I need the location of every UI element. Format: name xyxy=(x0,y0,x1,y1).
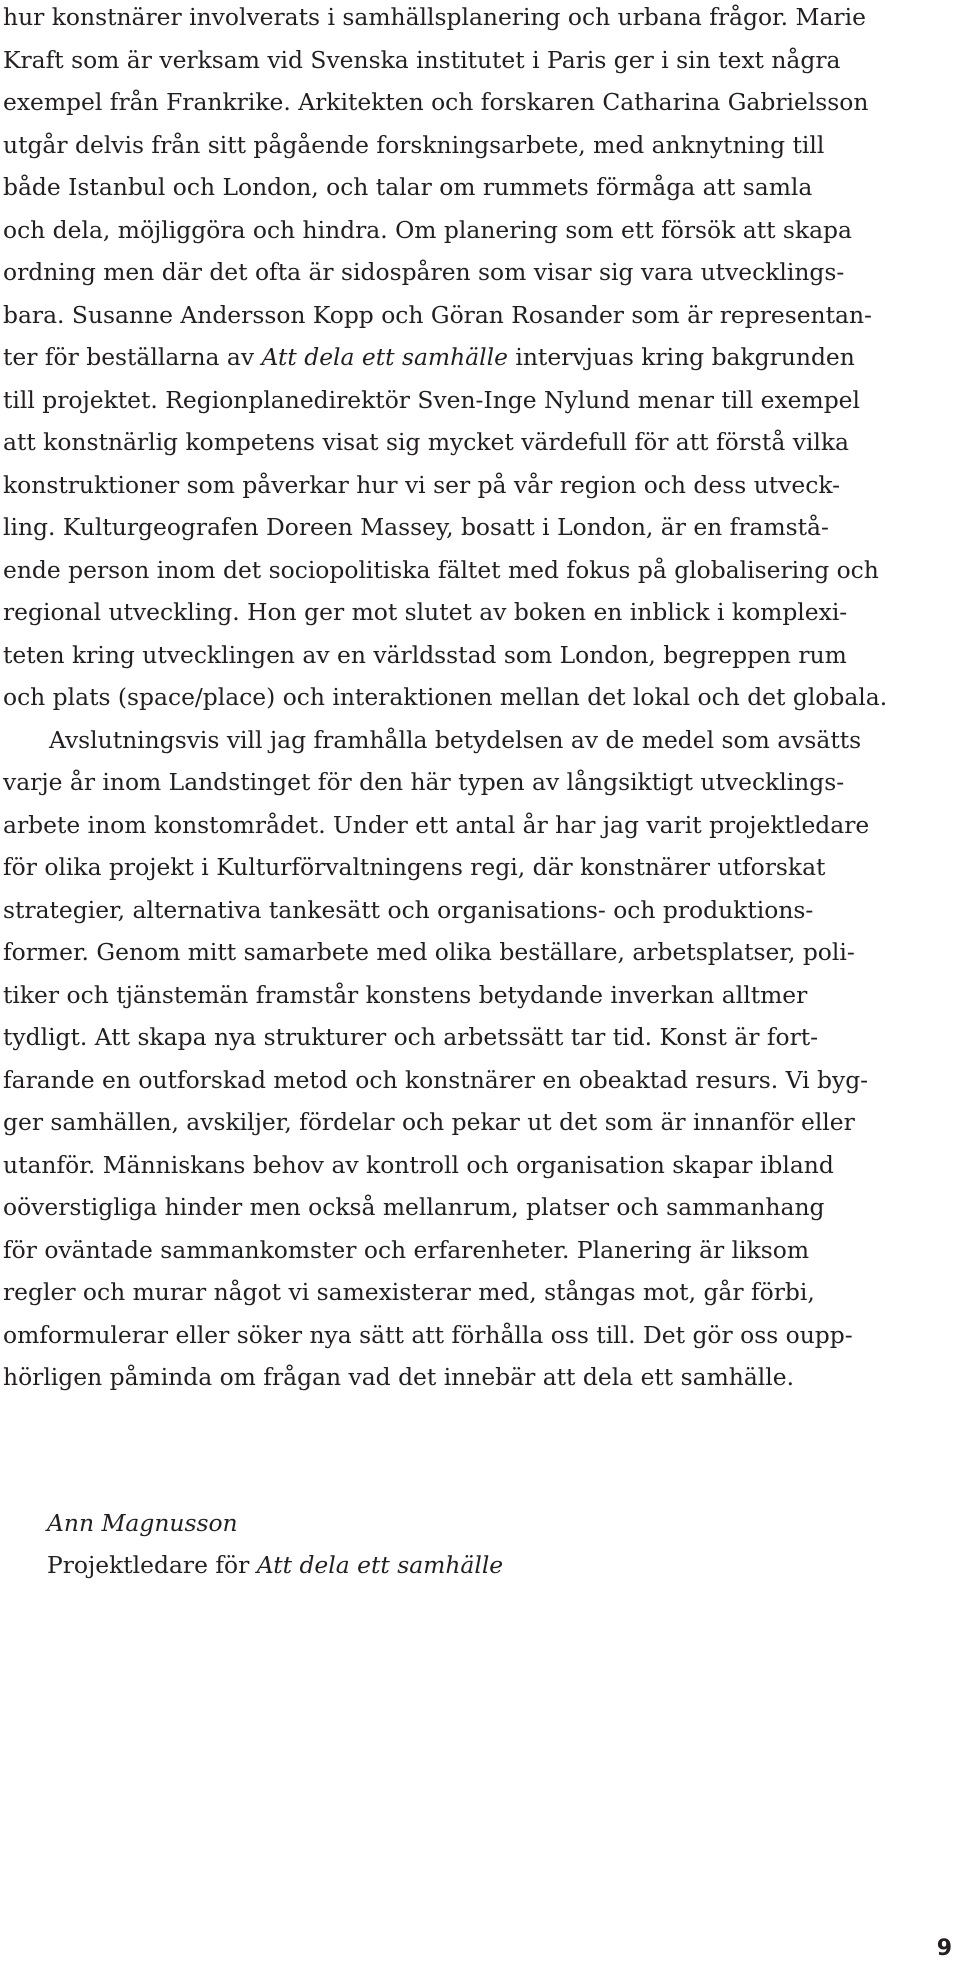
text-line: utanför. Människans behov av kontroll och organisation skapar ibland xyxy=(3,1150,834,1179)
text-line: utgår delvis från sitt pågående forskningsarbete, med anknytning till xyxy=(3,130,825,159)
text-line: ende person inom det sociopolitiska fältet med fokus på globalisering och xyxy=(3,555,879,584)
text-line: ger samhällen, avskiljer, fördelar och pekar ut det som är innanför eller xyxy=(3,1108,855,1136)
text-line: oöverstigliga hinder men också mellanrum, platser och sammanhang xyxy=(3,1193,825,1221)
text-line: teten kring utvecklingen av en världsstad som London, begreppen rum xyxy=(3,640,847,669)
author-role-prefix: Projektledare för xyxy=(47,1551,257,1579)
text-line: varje år inom Landstinget för den här typen av långsiktigt utvecklings- xyxy=(3,768,845,796)
page-number: 9 xyxy=(936,1936,952,1961)
text-line: omformulerar eller söker nya sätt att förhålla oss till. Det gör oss oupp- xyxy=(3,1320,853,1349)
author-name xyxy=(47,1502,503,1544)
text-line: strategier, alternativa tankesätt och organisations- och produktions- xyxy=(3,895,814,924)
text-line: för oväntade sammankomster och erfarenheter. Planering är liksom xyxy=(3,1235,810,1264)
text-line: farande en outforskad metod och konstnärer en obeaktad resurs. Vi byg- xyxy=(3,1065,869,1094)
text-line: arbete inom konstområdet. Under ett antal år har jag varit projektledare xyxy=(3,810,870,839)
text-segment: ter för beställarna av xyxy=(3,343,262,371)
italic-title: Att dela ett samhälle xyxy=(261,343,508,371)
project-title: Att dela ett samhälle xyxy=(256,1551,504,1579)
text-line: ordning men där det ofta är sidospåren som visar sig vara utvecklings- xyxy=(3,258,845,286)
text-line: för olika projekt i Kulturförvaltningens regi, där konstnärer utforskat xyxy=(3,853,826,881)
signature-block xyxy=(47,1502,503,1586)
author-role xyxy=(47,1544,503,1586)
text-line: och plats (space/place) och interaktionen mellan det lokal och det globala. xyxy=(3,683,888,711)
text-line: regler och murar något vi samexisterar med, stångas mot, går förbi, xyxy=(3,1278,815,1306)
text-line: att konstnärlig kompetens visat sig mycket värdefull för att förstå vilka xyxy=(3,428,849,456)
text-line: bara. Susanne Andersson Kopp och Göran Rosander som är representan- xyxy=(3,300,872,329)
text-line: till projektet. Regionplanedirektör Sven-Inge Nylund menar till exempel xyxy=(3,385,860,414)
text-line: tydligt. Att skapa nya strukturer och arbetssätt tar tid. Konst är fort- xyxy=(3,1023,819,1051)
text-line: hur konstnärer involverats i samhällsplanering och urbana frågor. Marie xyxy=(3,3,866,31)
text-line: och dela, möjliggöra och hindra. Om planering som ett försök att skapa xyxy=(3,215,852,244)
text-line: exempel från Frankrike. Arkitekten och forskaren Catharina Gabrielsson xyxy=(3,88,869,116)
paragraph-1 xyxy=(3,0,955,719)
author-name-text: Ann Magnusson xyxy=(47,1509,238,1537)
text-line: Kraft som är verksam vid Svenska institutet i Paris ger i sin text några xyxy=(3,45,841,74)
text-line: ling. Kulturgeografen Doreen Massey, bosatt i London, är en framstå- xyxy=(3,513,829,541)
text-line: regional utveckling. Hon ger mot slutet av boken en inblick i komplexi- xyxy=(3,598,848,626)
text-line: både Istanbul och London, och talar om rummets förmåga att samla xyxy=(3,173,813,201)
text-line: Avslutningsvis vill jag framhålla betydelsen av de medel som avsätts xyxy=(49,725,862,754)
text-segment: intervjuas kring bakgrunden xyxy=(507,343,855,371)
text-line: konstruktioner som påverkar hur vi ser på vår region och dess utveck- xyxy=(3,470,840,499)
paragraph-2 xyxy=(3,719,955,1399)
text-line: former. Genom mitt samarbete med olika beställare, arbetsplatser, poli- xyxy=(3,938,855,966)
text-line: tiker och tjänstemän framstår konstens betydande inverkan alltmer xyxy=(3,980,808,1009)
text-line xyxy=(3,336,955,379)
article-body xyxy=(3,0,955,1399)
text-line: hörligen påminda om frågan vad det innebär att dela ett samhälle. xyxy=(3,1363,795,1391)
